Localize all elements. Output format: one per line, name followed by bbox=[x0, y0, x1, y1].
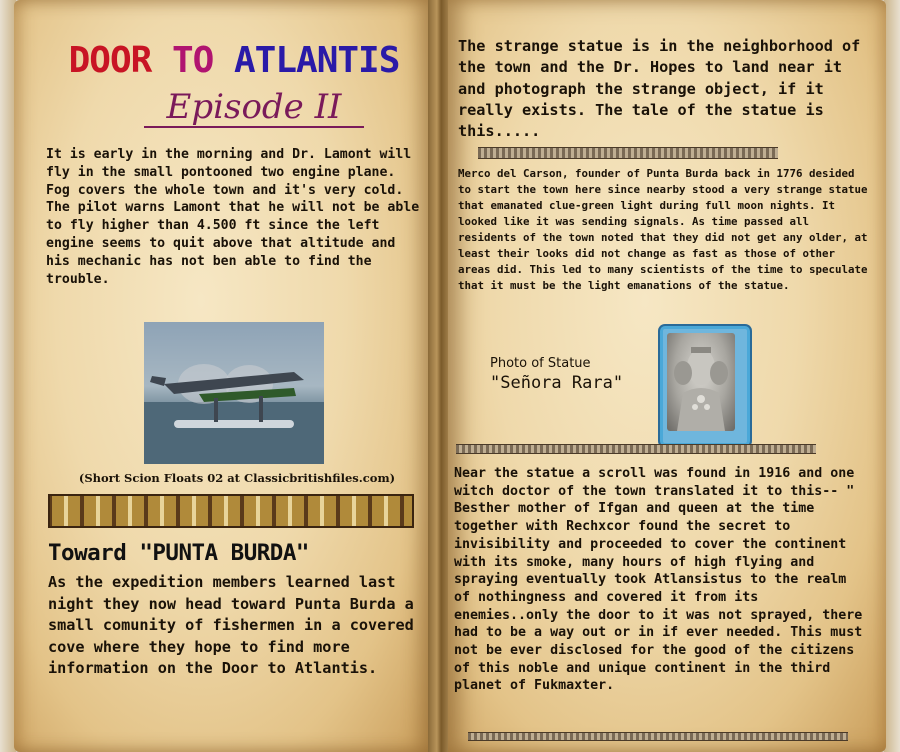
title-part-door: DOOR bbox=[68, 40, 152, 81]
statue-bust-icon bbox=[667, 333, 735, 431]
page-title bbox=[54, 40, 414, 81]
divider-rule-3 bbox=[468, 732, 848, 741]
title-part-atlantis: ATLANTIS bbox=[234, 40, 400, 81]
statue-legend: Merco del Carson, founder of Punta Burda back in 1776 desided to start the town here since nearby stood a very strange statue that emanated clue-green light during full moon nights. It looked like it was sending signals. As time passed all residents of the town noted that they did not get any older, at least their looks did not change as fast as those of other areas did. This led to many scientists of the time to speculate that it must be the light emanations of the statue. bbox=[458, 167, 868, 292]
ornamental-divider bbox=[48, 494, 414, 528]
book-edge-right bbox=[884, 0, 900, 752]
section-body: As the expedition members learned last night they now head toward Punta Burda a small comunity of fishermen in a covered cove where they hope to find more information on the Door to Atlantis. bbox=[48, 573, 414, 677]
statue-photo-frame bbox=[660, 326, 750, 446]
episode-title: Episode II bbox=[144, 88, 364, 128]
divider-rule-2 bbox=[456, 444, 816, 454]
right-page bbox=[448, 0, 886, 752]
seaplane-icon bbox=[144, 322, 324, 464]
statue-name: "Señora Rara" bbox=[490, 373, 624, 393]
photo-caption: (Short Scion Floats 02 at Classicbritishfiles.com) bbox=[78, 471, 396, 485]
divider-rule bbox=[478, 147, 778, 159]
seaplane-photo bbox=[144, 322, 324, 464]
section-title: Toward "PUNTA BURDA" bbox=[48, 540, 309, 566]
left-page bbox=[14, 0, 430, 752]
scroll-translation: Near the statue a scroll was found in 1916 and one witch doctor of the town translated it to this-- " Besther mother of Ifgan and queen at the time together with Rechxcor found the secret to invisibility and proceeded to cover the continent with its smoke, many hours of high flying and spraying eventually took Atlansistus to the realm of nothingness and covered it from its enemies..only the door to it was not sprayed, there had to be a way out or in if ever needed. This must not be ever disclosed for the good of the citizens of this noble and unique continent in the third planet of Fukmaxter. bbox=[454, 466, 863, 694]
book-spine bbox=[428, 0, 450, 752]
intro-paragraph: It is early in the morning and Dr. Lamont will fly in the small pontooned two engine plane. Fog covers the whole town and it's very cold. The pilot warns Lamont that he will not be able to fly higher than 4.500 ft since the left engine seems to quit above that altitude and his mechanic has not ben able to find the trouble. bbox=[46, 147, 420, 287]
statue-intro: The strange statue is in the neighborhood of the town and the Dr. Hopes to land near it and photograph the strange object, if it really exists. The tale of the statue is this..... bbox=[458, 37, 861, 141]
title-part-to: TO bbox=[151, 40, 234, 81]
photo-label: Photo of Statue bbox=[490, 356, 591, 371]
